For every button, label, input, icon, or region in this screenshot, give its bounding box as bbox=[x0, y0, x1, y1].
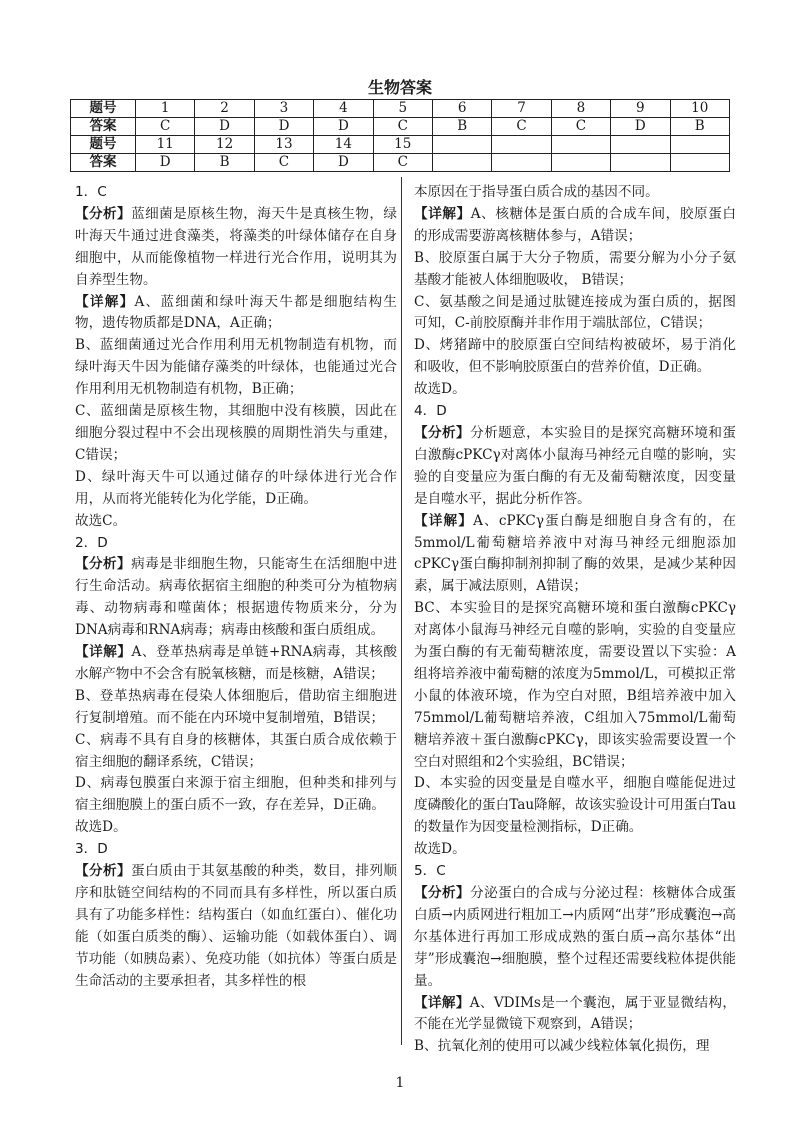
table-cell: 8 bbox=[551, 100, 610, 118]
paragraph-text: C、氨基酸之间是通过肽键连接成为蛋白质的，据图可知，C-前胶原酶并非作用于端肽部位，C错误； bbox=[414, 293, 736, 332]
table-cell: B bbox=[670, 118, 729, 136]
table-cell: D bbox=[611, 118, 670, 136]
table-cell bbox=[551, 136, 610, 154]
table-cell: D bbox=[195, 118, 254, 136]
table-cell bbox=[492, 154, 551, 172]
paragraph bbox=[414, 883, 736, 993]
paragraph-text: 5．C bbox=[414, 863, 446, 880]
paragraph-text: 蛋白质由于其氨基酸的种类，数目，排列顺序和肽链空间结构的不同而具有多样性，所以蛋白质具有了功能多样性：结构蛋白（如血红蛋白）、催化功能（如蛋白质类的酶）、运输功能（如载体蛋白）、调节功能（如胰岛素）、免疫功能（如抗体）等蛋白质是生命活动的主要承担者，其多样性的根 bbox=[75, 863, 398, 989]
paragraph bbox=[75, 335, 397, 401]
paragraph-text: D、绿叶海天牛可以通过储存的叶绿体进行光合作用，从而将光能转化为化学能，D正确。 bbox=[75, 468, 397, 507]
question-heading bbox=[75, 182, 397, 204]
paragraph bbox=[75, 401, 397, 467]
table-cell: 3 bbox=[254, 100, 313, 118]
paragraph bbox=[75, 773, 397, 817]
question-heading bbox=[75, 533, 397, 555]
table-cell bbox=[432, 136, 491, 154]
table-cell bbox=[611, 154, 670, 172]
table-cell bbox=[670, 154, 729, 172]
paragraph-text: A、VDIMs是一个囊泡，属于亚显微结构，不能在光学显微镜下观察到，A错误； bbox=[414, 994, 737, 1033]
left-column bbox=[75, 182, 397, 993]
paragraph bbox=[414, 335, 736, 379]
paragraph bbox=[414, 182, 736, 204]
table-cell: C bbox=[492, 118, 551, 136]
table-cell: D bbox=[254, 118, 313, 136]
paragraph-text: 1．C bbox=[75, 184, 107, 200]
paragraph-text: BC、本实验目的是探究高糖环境和蛋白激酶cPKCγ对离体小鼠海马神经元自噬的影响，实验的自变量应为蛋白酶的有无葡萄糖浓度，需要设置以下实验：A组将培养液中葡萄糖的浓度为5mmol/L，可模拟正常小鼠的体液环境，作为空白对照，B组培养液中加入75mmol/L葡萄糖培养液，C组加入75mmol/L葡萄糖培养液＋蛋白激酶cPKCγ，即该实验需要设置一个空白对照组和2个实验组，BC错误； bbox=[414, 600, 736, 770]
paragraph bbox=[414, 993, 736, 1037]
paragraph-text: 2．D bbox=[75, 534, 108, 551]
paragraph-text: 病毒是非细胞生物，只能寄生在活细胞中进行生命活动。病毒依据宿主细胞的种类可分为植物病毒、动物病毒和噬菌体；根据遗传物质来分，分为DNA病毒和RNA病毒；病毒由核酸和蛋白质组成。 bbox=[75, 556, 398, 639]
table-cell bbox=[611, 136, 670, 154]
table-cell bbox=[492, 136, 551, 154]
paragraph-text: C、蓝细菌是原核生物，其细胞中没有核膜，因此在细胞分裂过程中不会出现核膜的周期性消失与重建，C错误； bbox=[75, 403, 397, 463]
paragraph bbox=[75, 511, 397, 533]
row-label: 题号 bbox=[71, 100, 136, 118]
section-tag: 【详解】 bbox=[414, 205, 471, 222]
paragraph bbox=[414, 379, 736, 401]
table-row bbox=[71, 154, 730, 172]
section-tag: 【详解】 bbox=[75, 644, 132, 661]
question-heading bbox=[75, 839, 397, 861]
paragraph bbox=[414, 423, 736, 511]
paragraph-text: 分析题意，本实验目的是探究高糖环境和蛋白激酶cPKCγ对离体小鼠海马神经元自噬的影响，实验的自变量应为蛋白酶的有无及葡萄糖浓度，因变量是自噬水平，据此分析作答。 bbox=[414, 424, 737, 507]
section-tag: 【详解】 bbox=[414, 994, 470, 1011]
paragraph-text: B、蓝细菌通过光合作用利用无机物制造有机物，而绿叶海天牛因为能储存藻类的叶绿体，也能通过光合作用利用无机物制造有机物，B正确； bbox=[75, 337, 397, 398]
paragraph bbox=[414, 204, 736, 248]
table-cell: B bbox=[195, 154, 254, 172]
right-column bbox=[414, 182, 736, 1058]
table-cell: 6 bbox=[432, 100, 491, 118]
paragraph bbox=[414, 773, 736, 839]
table-cell: C bbox=[551, 118, 610, 136]
page-title: 生物答案 bbox=[367, 78, 432, 97]
paragraph-text: A、核糖体是蛋白质的合成车间，胶原蛋白的形成需要游离核糖体参与，A错误； bbox=[414, 205, 736, 244]
paragraph-text: 故选D。 bbox=[75, 819, 127, 836]
table-cell: 13 bbox=[254, 136, 313, 154]
row-label: 答案 bbox=[71, 118, 136, 136]
question-heading bbox=[414, 861, 736, 883]
paragraph bbox=[414, 248, 736, 292]
section-tag: 【分析】 bbox=[75, 863, 132, 880]
paragraph-text: C、病毒不具有自身的核糖体，其蛋白质合成依赖于宿主细胞的翻译系统，C错误； bbox=[75, 731, 397, 770]
paragraph-text: 故选D。 bbox=[414, 381, 466, 398]
table-cell: 7 bbox=[492, 100, 551, 118]
table-cell: B bbox=[432, 118, 491, 136]
paragraph-text: 3．D bbox=[75, 841, 108, 858]
table-cell: 5 bbox=[373, 100, 432, 118]
table-cell: 15 bbox=[373, 136, 432, 154]
paragraph-text: B、胶原蛋白属于大分子物质，需要分解为小分子氨基酸才能被人体细胞吸收， B错误； bbox=[414, 249, 736, 288]
table-cell: 2 bbox=[195, 100, 254, 118]
paragraph bbox=[414, 1036, 736, 1058]
paragraph-text: 蓝细菌是原核生物，海天牛是真核生物，绿叶海天牛通过进食藻类，将藻类的叶绿体储存在自身细胞中，从而能像植物一样进行光合作用，说明其为自养型生物。 bbox=[75, 205, 398, 288]
paragraph bbox=[414, 598, 736, 773]
page-number: 1 bbox=[395, 1075, 405, 1091]
paragraph-text: A、蓝细菌和绿叶海天牛都是细胞结构生物，遗传物质都是DNA，A正确； bbox=[75, 293, 397, 332]
paragraph-text: 故选C。 bbox=[75, 512, 127, 529]
paragraph bbox=[75, 467, 397, 511]
section-tag: 【分析】 bbox=[75, 205, 132, 222]
question-heading bbox=[414, 401, 736, 423]
paragraph-text: D、本实验的因变量是自噬水平，细胞自噬能促进过度磷酸化的蛋白Tau降解，故该实验设计可用蛋白Tau的数量作为因变量检测指标，D正确。 bbox=[414, 775, 736, 836]
paragraph bbox=[75, 642, 397, 686]
column-divider bbox=[401, 177, 402, 1045]
table-cell bbox=[670, 136, 729, 154]
paragraph-text: B、抗氧化剂的使用可以减少线粒体氧化损伤，理 bbox=[414, 1038, 710, 1055]
table-cell: 12 bbox=[195, 136, 254, 154]
paragraph-text: B、登革热病毒在侵染人体细胞后，借助宿主细胞进行复制增殖。而不能在内环境中复制增殖，B错误； bbox=[75, 687, 397, 726]
section-tag: 【详解】 bbox=[414, 512, 474, 529]
table-row bbox=[71, 100, 730, 118]
section-tag: 【详解】 bbox=[75, 293, 135, 310]
table-cell: D bbox=[314, 118, 373, 136]
section-tag: 【分析】 bbox=[75, 556, 132, 573]
paragraph-text: 4．D bbox=[414, 403, 447, 420]
table-cell: 1 bbox=[136, 100, 195, 118]
table-cell: C bbox=[373, 154, 432, 172]
table-cell: D bbox=[136, 154, 195, 172]
answer-table bbox=[70, 99, 730, 172]
paragraph bbox=[75, 686, 397, 730]
paragraph bbox=[75, 861, 397, 992]
table-cell: D bbox=[314, 154, 373, 172]
table-cell bbox=[432, 154, 491, 172]
table-cell: 14 bbox=[314, 136, 373, 154]
row-label: 答案 bbox=[71, 154, 136, 172]
paragraph bbox=[414, 511, 736, 599]
paragraph bbox=[75, 204, 397, 292]
table-row bbox=[71, 136, 730, 154]
paragraph bbox=[414, 292, 736, 336]
paragraph bbox=[414, 839, 736, 861]
section-tag: 【分析】 bbox=[414, 885, 471, 901]
table-cell: 10 bbox=[670, 100, 729, 118]
paragraph bbox=[75, 817, 397, 839]
table-cell: 11 bbox=[136, 136, 195, 154]
table-cell: C bbox=[254, 154, 313, 172]
table-cell bbox=[551, 154, 610, 172]
paragraph-text: 分泌蛋白的合成与分泌过程：核糖体合成蛋白质→内质网进行粗加工→内质网“出芽”形成囊泡→高尔基体进行再加工形成成熟的蛋白质→高尔基体“出芽”形成囊泡→细胞膜，整个过程还需要线粒体提供能量。 bbox=[414, 885, 737, 989]
table-cell: C bbox=[373, 118, 432, 136]
paragraph bbox=[75, 554, 397, 642]
table-cell: 9 bbox=[611, 100, 670, 118]
paragraph bbox=[75, 730, 397, 774]
section-tag: 【分析】 bbox=[414, 424, 471, 441]
paragraph-text: D、病毒包膜蛋白来源于宿主细胞，但种类和排列与宿主细胞膜上的蛋白质不一致，存在差异，D正确。 bbox=[75, 775, 397, 814]
paragraph-text: 本原因在于指导蛋白质合成的基因不同。 bbox=[414, 184, 659, 200]
paragraph-text: D、烤猪蹄中的胶原蛋白空间结构被破坏，易于消化和吸收，但不影响胶原蛋白的营养价值，D正确。 bbox=[414, 337, 736, 376]
paragraph-text: A、cPKCγ蛋白酶是细胞自身含有的，在5mmol/L葡萄糖培养液中对海马神经元细胞添加cPKCγ蛋白酶抑制剂抑制了酶的效果，是减少某种因素，属于减法原则，A错误； bbox=[414, 512, 736, 595]
table-cell: 4 bbox=[314, 100, 373, 118]
table-row bbox=[71, 118, 730, 136]
paragraph bbox=[75, 292, 397, 336]
paragraph-text: 故选D。 bbox=[414, 841, 466, 858]
table-cell: C bbox=[136, 118, 195, 136]
row-label: 题号 bbox=[71, 136, 136, 154]
paragraph-text: A、登革热病毒是单链+RNA病毒，其核酸水解产物中不会含有脱氧核糖，而是核糖，A错误； bbox=[75, 644, 398, 682]
